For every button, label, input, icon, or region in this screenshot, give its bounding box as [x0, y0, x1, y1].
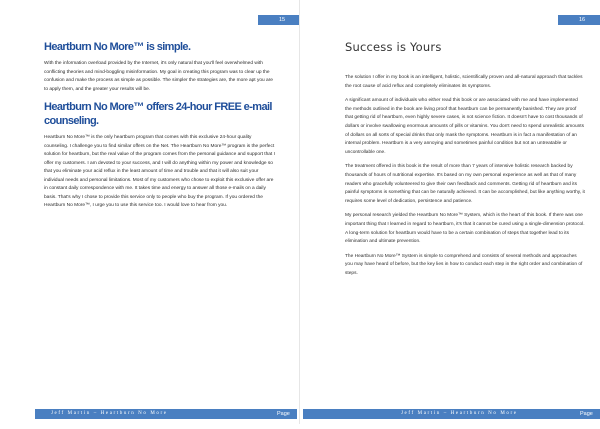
section-heading: Heartburn No More™ offers 24-hour FREE e-mail counseling. [44, 101, 272, 127]
body-paragraph: With the information overload provided by the Internet, it's only natural that you'll feel overwhelmed with conflicting theories and mind-boggling misinformation. My goal in creating this program was to clear up the confusion and make the process as simple as possible. The simpler the strategies are, the more apt you are to apply them, and the greater your results will be. [44, 61, 273, 92]
top-page-number: 15 [258, 15, 306, 25]
body-paragraph: The treatment offered in this book is the result of more than 7 years of intensive holistic research backed by thousands of hours of nutritional expertise. It's based on my own personal experience as well as that of many readers who gracefully volunteered to give their own feedback and comments. Getting rid of heartburn and its painful symptoms is something that can be naturally achieved. It can be accomplished, but like anything worthy, it requires some level of dedication, persistence and patience. [345, 164, 585, 204]
body-paragraph: The solution I offer in my book is an intelligent, holistic, scientifically proven and all-natural approach that tackles the root cause of acid reflux and completely eliminates its symptoms. [345, 75, 583, 89]
left-page-content [44, 40, 276, 215]
page-footer [35, 409, 297, 427]
footer-page-number: Page 15 [277, 411, 290, 427]
body-paragraph: Heartburn No More™ is the only heartburn program that comes with this exclusive 24-hour quality counseling. I challenge you to find similar offers on the Net. The Heartburn No More™ program is the perfect solution for heartburn, but the real value of the program comes from the personal guidance and support that I offer my customers. I am devoted to your success, and I will do anything within my power and knowledge so that you eliminate your acid reflux in the least amount of time and trouble and that it will also suit your individual needs and personal limitations. Most of my customers who chose to exploit this exclusive offer are in constant daily correspondence with me. It takes time and energy to answer all those e-mails on a daily basis. That's why I chose to provide this service only to people who buy the program. If you ordered the Heartburn No More™, I urge you to use this service too. I would love to hear from you. [44, 135, 275, 208]
left-page [0, 0, 300, 427]
right-page-content [345, 40, 585, 284]
body-paragraph: The Heartburn No More™ System is simple to comprehend and consists of several methods and approaches you may have heard of before, but the key lies in how to conduct each step in the right order and combination of steps. [345, 253, 583, 276]
page-title: Success is Yours [345, 40, 442, 54]
page-footer [303, 409, 600, 427]
footer-author: Jeff Martin – Heartburn No More [401, 411, 518, 416]
top-page-number: 16 [558, 15, 600, 25]
footer-author: Jeff Martin – Heartburn No More [51, 411, 168, 416]
right-page [300, 0, 600, 427]
body-paragraph: My personal research yielded the Heartburn No More™ System, which is the heart of this book. If there was one important thing that I learned in regard to heartburn, it's that it cannot be cured using a single-dimension protocol. A long-term solution for heartburn would have to be a certain combination of steps that together lead to its elimination and ultimate prevention. [345, 213, 585, 245]
section-heading: Heartburn No More™ is simple. [44, 41, 191, 53]
body-paragraph: A significant amount of individuals who either read this book or are associated with me and have implemented the methods outlined in the book are living proof that heartburn can be permanently banished. They are proof that getting rid of heartburn, even highly severe cases, is not science fiction. It doesn't have to cost thousands of dollars or involve swallowing enormous amounts of pills or vitamins. You don't need to spend unrealistic amounts of dollars on all sorts of special drinks that only mask the symptoms. Heartburn is in fact a manifestation of an internal problem. Heartburn is a very annoying and sometimes painful condition but not an untreatable or uncontrollable one. [345, 98, 585, 155]
footer-page-number: Page 16 [580, 411, 593, 427]
